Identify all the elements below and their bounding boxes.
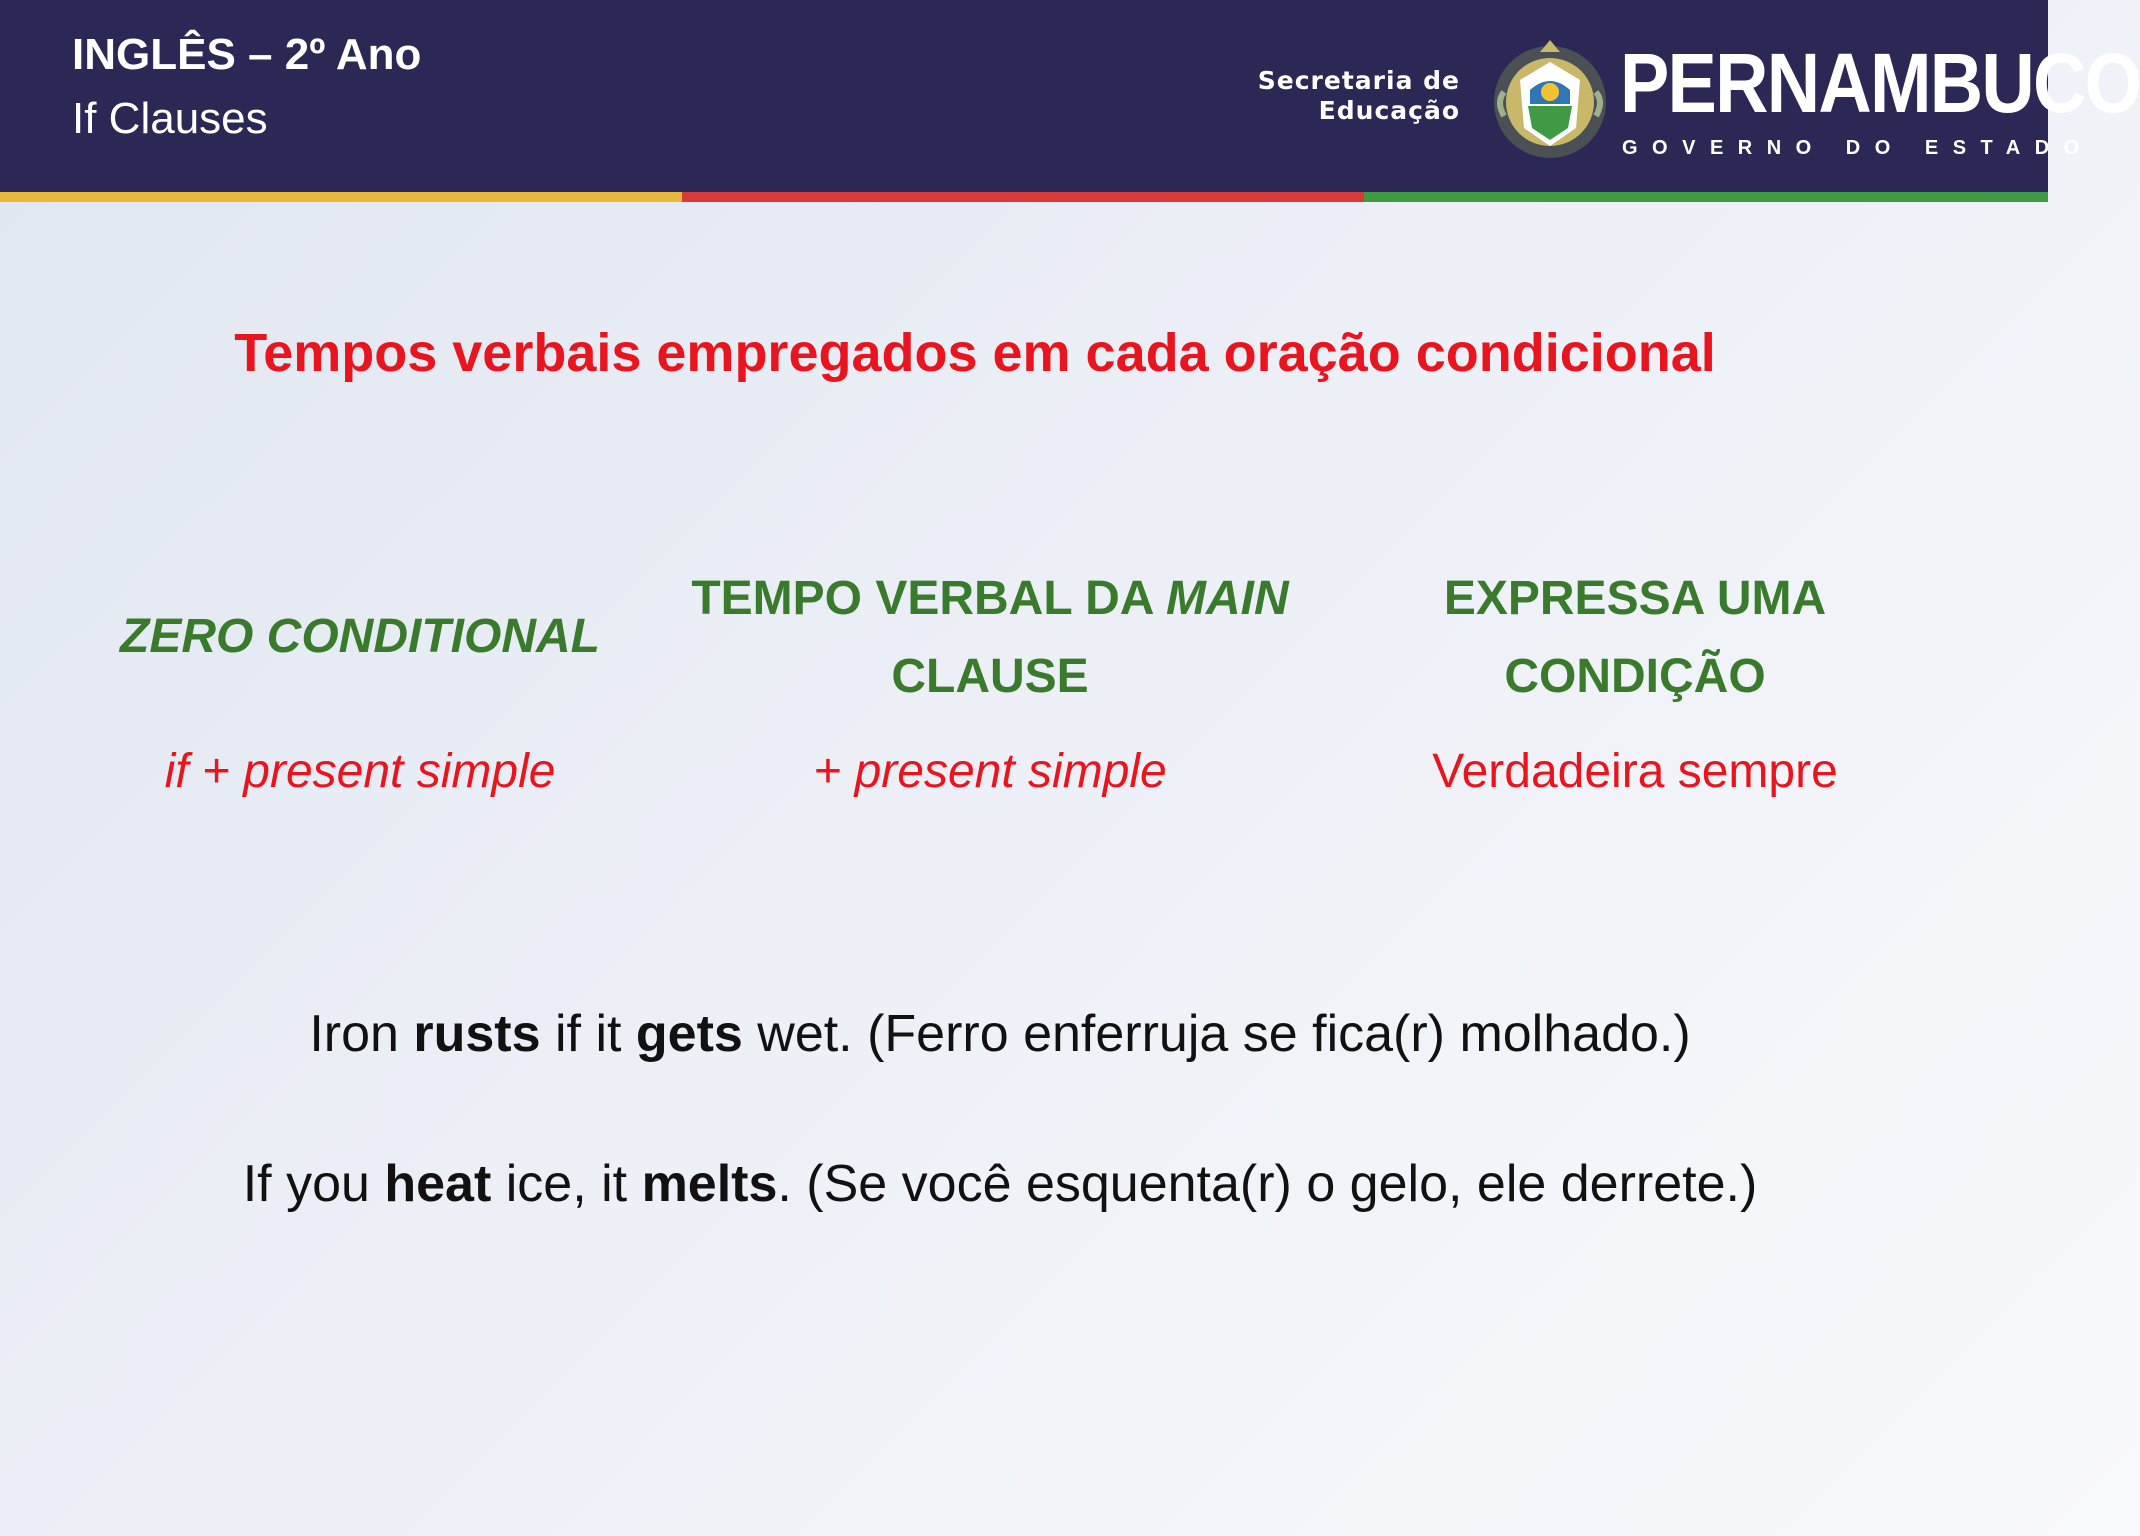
example-bold: rusts xyxy=(413,1005,541,1063)
secretaria-label xyxy=(1250,66,1460,126)
topic-label: If Clauses xyxy=(72,94,268,143)
example-text: Iron xyxy=(309,1005,414,1063)
stripe-red xyxy=(682,192,1364,202)
column-formula-wrap xyxy=(650,742,1330,802)
column-formula: + present simple xyxy=(813,745,1167,798)
column-heading-line2: CLAUSE xyxy=(891,650,1089,703)
secretaria-line2: Educação xyxy=(1318,96,1460,125)
example-bold: melts xyxy=(641,1155,778,1213)
column-expressa xyxy=(1360,560,1910,716)
coat-of-arms-icon xyxy=(1490,32,1610,168)
column-heading: ZERO CONDITIONAL xyxy=(120,610,600,663)
example-sentence-1 xyxy=(0,1004,2000,1064)
secretaria-line1: Secretaria de xyxy=(1257,66,1460,95)
state-subtitle: GOVERNO DO ESTADO xyxy=(1622,137,2094,159)
stripe-yellow xyxy=(0,192,682,202)
state-name: PERNAMBUCO xyxy=(1620,36,2140,130)
example-bold: heat xyxy=(384,1155,492,1213)
example-text: . (Se você esquenta(r) o gelo, ele derrete.) xyxy=(777,1155,1758,1213)
stripe-green xyxy=(1364,192,2048,202)
column-heading-em: MAIN xyxy=(1166,572,1289,625)
column-heading-line2: CONDIÇÃO xyxy=(1504,650,1766,703)
example-text: ice, it xyxy=(491,1155,642,1213)
example-text: if it xyxy=(540,1005,636,1063)
header-bar xyxy=(0,0,2140,192)
subject-label: INGLÊS – 2º Ano xyxy=(72,30,422,79)
column-zero-conditional xyxy=(100,598,620,676)
example-text: wet. (Ferro enferruja se fica(r) molhado.) xyxy=(742,1005,1691,1063)
example-bold: gets xyxy=(635,1005,743,1063)
column-formula-wrap xyxy=(100,742,620,802)
column-main-clause xyxy=(650,560,1330,716)
example-text: If you xyxy=(242,1155,385,1213)
column-formula-wrap xyxy=(1360,742,1910,802)
slide-title: Tempos verbais empregados em cada oração condicional xyxy=(234,323,1716,383)
column-heading-part: TEMPO VERBAL DA xyxy=(691,572,1167,625)
column-formula: if + present simple xyxy=(164,745,556,798)
column-formula: Verdadeira sempre xyxy=(1432,745,1838,798)
column-heading-line1: EXPRESSA UMA xyxy=(1443,572,1827,625)
example-sentence-2 xyxy=(0,1154,2000,1214)
column-heading-line1 xyxy=(650,560,1330,638)
